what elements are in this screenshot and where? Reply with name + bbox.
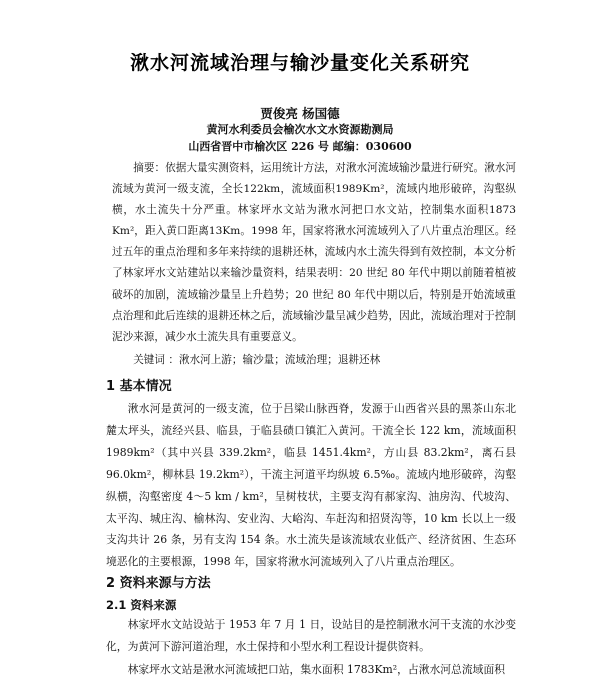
section-2-1-heading: 2.1 资料来源 [106, 598, 177, 612]
abstract: 摘要：依据大量实测资料，运用统计方法，对湫水河流域输沙量进行研究。湫水河流域为黄河一级支流，全长122km，流域面积1989Km²，流域内地形破碎，沟壑纵横，水土流失十分严重。林家坪水文站为湫水河把口水文站，控制集水面积1873 Km²，距入黄口距离13Km。1998 年，国家将湫水河流域列入了八片重点治理区。经过五年的重点治理和多年来持续的退耕还林，流域内水土流失得到有效控制，本文分析了林家坪水文站建站以来输沙量资料，结果表明：20 世纪 80 年代中期以前随着植被破坏的加剧，流域输沙量呈上升趋势；20 世纪 80 年代中期以后，特别是开始流域重点治理和此后连续的退耕还林之后，流域输沙量呈减少趋势，因此，流域治理对于控制泥沙来源，减少水土流失具有重要意义。 [112, 162, 516, 343]
section-2-heading: 2 资料来源与方法 [106, 576, 211, 591]
paper-address: 山西省晋中市榆次区 226 号 邮编：030600 [188, 140, 412, 153]
section-1-heading: 1 基本情况 [106, 379, 172, 394]
section-2-1-text-continued: 林家坪水文站是湫水河流域把口站，集水面积 1783Km²，占湫水河总流域面积 [127, 663, 506, 676]
section-2-1-text: 林家坪水文站设站于 1953 年 7 月 1 日，设站目的是控制湫水河干支流的水沙变化，为黄河下游河道治理，水土保持和小型水利工程设计提供资料。 [106, 618, 516, 653]
keywords: 关键词 ：湫水河上游；输沙量；流域治理；退耕还林 [133, 354, 381, 366]
paper-affiliation: 黄河水利委员会榆次水文水资源勘测局 [206, 123, 394, 136]
paper-title: 湫水河流域治理与输沙量变化关系研究 [129, 52, 470, 74]
section-1-text: 湫水河是黄河的一级支流，位于吕梁山脉西脊，发源于山西省兴县的黑茶山东北麓太坪头，流经兴县、临县，于临县碛口镇汇入黄河。干流全长 122 km，流域面积 1989km²（其中兴县 339.2km²，临县 1451.4km²，方山县 83.2km²，离石县 96.0km²，柳林县 19.2km²），干流主河道平均纵坡 6.5‰。流域内地形破碎，沟壑纵横，沟壑密度 4～5 km / km²，呈树枝状，主要支沟有郝家沟、油房沟、代坡沟、太平沟、城庄沟、榆林沟、安业沟、大峪沟、车赶沟和招贤沟等，10 km 长以上一级支沟共计 26 条，另有支沟 154 条。水土流失是该流域农业低产、经济贫困、生态环境恶化的主要根源，1998 年，国家将湫水河流域列入了八片重点治理区。 [106, 402, 516, 569]
paper-authors: 贾俊亮 杨国德 [260, 106, 340, 121]
